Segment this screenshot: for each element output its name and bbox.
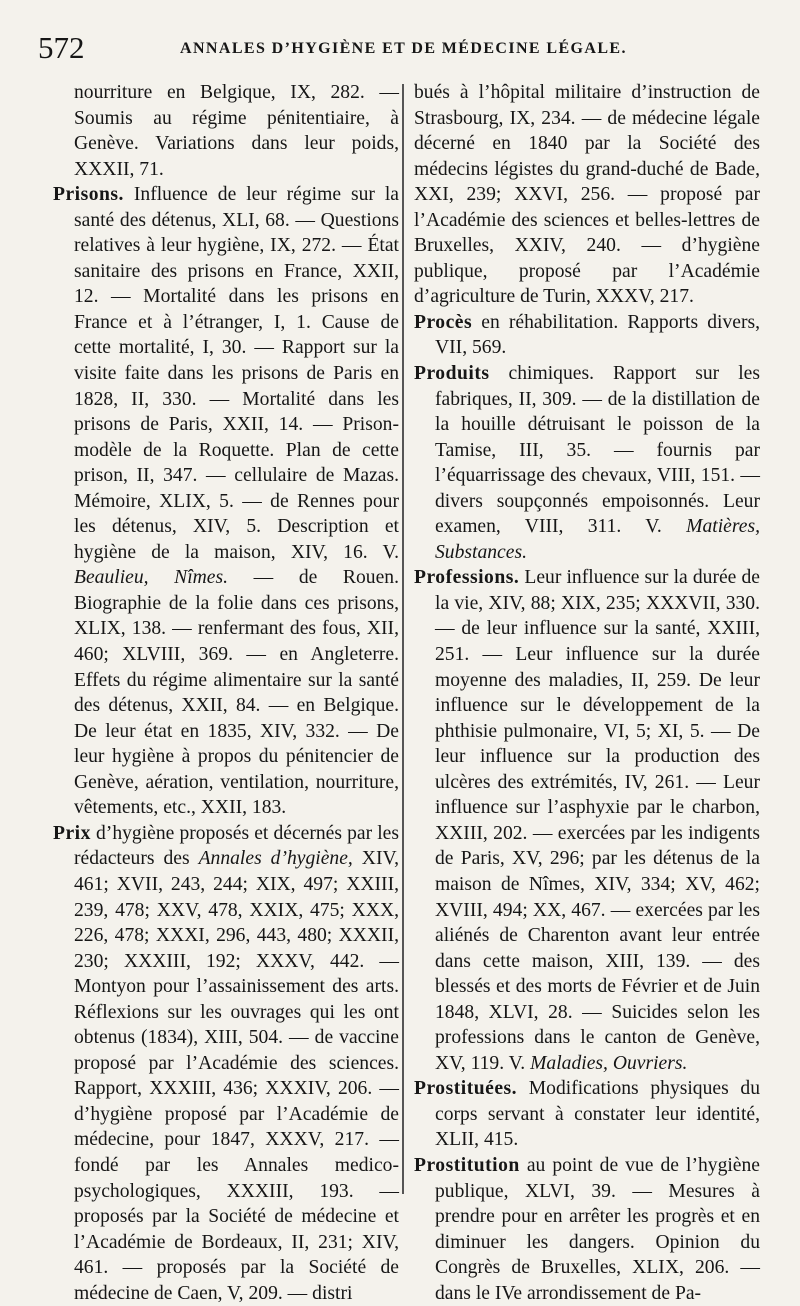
right-column — [414, 80, 760, 1306]
entry-text: en réhabilitation. Rapports divers, VII, 569. — [435, 311, 760, 359]
entry-headword: Prostitution — [414, 1154, 520, 1176]
entry-text: chimiques. Rapport sur les fabriques, II, 309. — de la distillation de la houille détruisant le poisson de la Tamise, III, 35. — fournis par l’équarrissage des chevaux, VIII, 151. — divers soupçonnés empoisonnés. Leur examen, VIII, 311. V. — [435, 363, 760, 538]
cross-reference: Maladies, Ouvriers. — [530, 1052, 688, 1074]
entry-text: au point de vue de l’hygiène publique, XLVI, 39. — Mesures à prendre pour en arrêter les progrès et en diminuer les dangers. Opinion du Congrès de Bruxelles, XLIX, 206. — dans le IVe arrondissement de Pa- — [435, 1154, 760, 1304]
entry-text-continued: XIV, 461; XVII, 243, 244; XIX, 497; XXIII, 239, 478; XXV, 478, XXIX, 475; XXX, 226, 478; XXXI, 296, 443, 480; XXXII, 230; XXXIII, 192; XXXV, 442. — Montyon pour l’assainissement des arts. Réflexions sur les ouvrages qui les ont obtenus (1834), XIII, 504. — de vaccine proposé par l’Académie des sciences. Rapport, XXXIII, 436; XXXIV, 206. — d’hygiène proposé par l’Académie de médecine, pour 1847, XXXV, 217. — fondé par les Annales medico-psychologiques, XXXIII, 193. — proposés par la Société de médecine et l’Académie de Bordeaux, II, 231; XIV, 461. — proposés par la Société de médecine de Caen, V, 209. — distri — [74, 848, 399, 1304]
index-entry — [53, 182, 399, 821]
entry-headword: Produits — [414, 363, 490, 385]
page-header — [30, 30, 790, 70]
entry-headword: Procès — [414, 311, 473, 333]
left-column — [53, 80, 399, 1306]
cross-reference: Beaulieu, Nîmes. — [74, 567, 229, 589]
entry-text: nourriture en Belgique, IX, 282. — Soumis au régime pénitentiaire, à Genève. Variations dans leur poids, XXXII, 71. — [74, 82, 399, 180]
entry-headword: Prix — [53, 822, 91, 844]
cross-reference: Annales d’hygiène, — [198, 848, 353, 870]
entry-text-continued: — de Rouen. Biographie de la folie dans ces prisons, XLIX, 138. — renfermant des fous, XII, 460; XLVIII, 369. — en Angleterre. Effets du régime alimentaire sur la santé des détenus, XXII, 84. — en Belgique. De leur état en 1835, XIV, 332. — De leur hygiène à propos du pénitencier de Genève, aération, ventilation, nourriture, vêtements, etc., XXII, 183. — [74, 567, 399, 819]
column-divider — [402, 84, 404, 1194]
entry-headword: Prostituées. — [414, 1078, 518, 1100]
cross-reference: Matières, Substances. — [435, 516, 760, 563]
entry-text: bués à l’hôpital militaire d’instruction de Strasbourg, IX, 234. — de médecine légale décerné en 1840 par la Société des médecins légistes du grand-duché de Bade, XXI, 239; XXVI, 256. — proposé par l’Académie des sciences et belles-lettres de Bruxelles, XXIV, 240. — d’hygiène publique, proposé par l’Académie d’agriculture de Turin, XXXV, 217. — [414, 82, 760, 308]
entry-headword: Professions. — [414, 567, 520, 589]
index-entry — [414, 1076, 760, 1153]
index-entry — [414, 80, 760, 310]
index-entry — [414, 361, 760, 565]
entry-headword: Prisons. — [53, 184, 124, 206]
page-number: 572 — [38, 30, 85, 65]
entry-text: Modifications physiques du corps servant à constater leur identité, XLII, 415. — [435, 1078, 760, 1151]
entry-text: d’hygiène proposés et décernés par les rédacteurs des — [74, 822, 399, 870]
entry-text: Leur influence sur la durée de la vie, XIV, 88; XIX, 235; XXXVII, 330. — de leur influence sur la santé, XXIII, 251. — Leur influence sur la durée moyenne des maladies, II, 259. De leur influence sur le développement de la phthisie pulmonaire, VI, 5; XI, 5. — De leur influence sur la production des ulcères des extrémités, IV, 261. — Leur influence sur l’asphyxie par le charbon, XXIII, 202. — exercées par les indigents de Paris, XV, 296; par les détenus de la maison de Nîmes, XIV, 334; XV, 462; XVIII, 494; XX, 467. — exercées par les aliénés de Charenton avant leur entrée dans cette maison, XIII, 139. — des blessés et des morts de Février et de Juin 1848, XLVI, 28. — Suicides selon les professions dans le canton de Genève, XV, 119. V. — [435, 567, 760, 1074]
entry-text: Influence de leur régime sur la santé des détenus, XLI, 68. — Questions relatives à leur hygiène, IX, 272. — État sanitaire des prisons en France, XXII, 12. — Mortalité dans les prisons en France et à l’étranger, I, 1. Cause de cette mortalité, I, 30. — Rapport sur la visite faite dans les prisons de Paris en 1828, II, 330. — Mortalité dans les prisons de Paris, XXII, 14. — Prison-modèle de la Roquette. Plan de cette prison, II, 347. — cellulaire de Mazas. Mémoire, XLIX, 5. — de Rennes pour les détenus, XIV, 5. Description et hygiène de la maison, XIV, 16. V. — [74, 184, 399, 563]
index-entry — [53, 80, 399, 182]
index-entry — [414, 310, 760, 361]
index-entry — [53, 821, 399, 1306]
running-title: ANNALES D’HYGIÈNE ET DE MÉDECINE LÉGALE. — [180, 40, 627, 57]
index-entry — [414, 1153, 760, 1306]
index-entry — [414, 565, 760, 1076]
